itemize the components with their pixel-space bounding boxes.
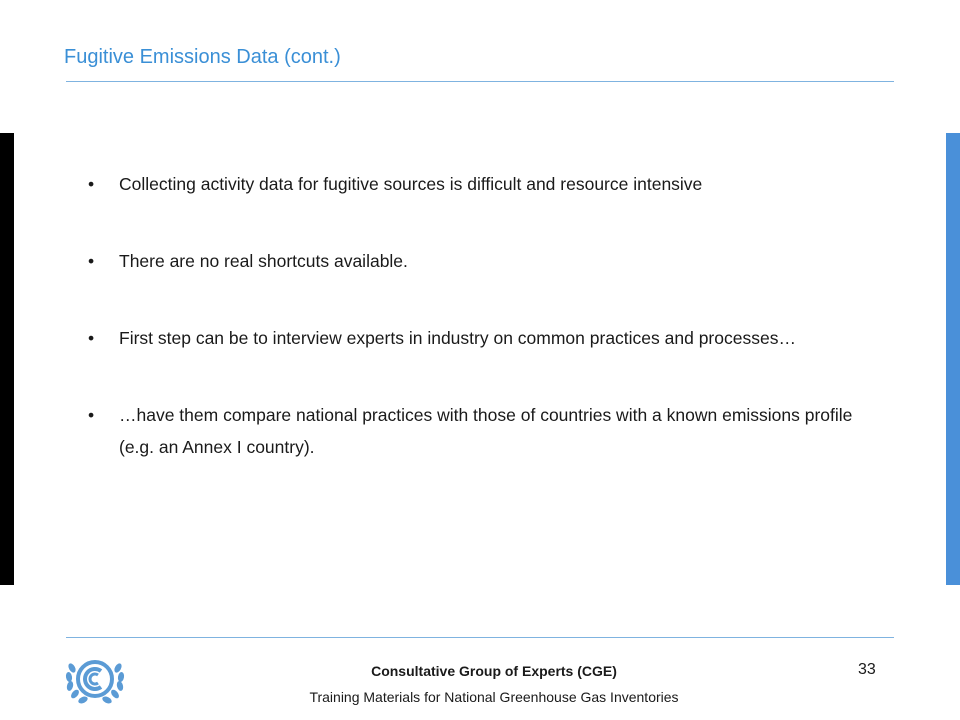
bullet-list — [88, 168, 868, 463]
footer-subtitle: Training Materials for National Greenhouse Gas Inventories — [309, 689, 679, 705]
bullet-item: • Collecting activity data for fugitive sources is difficult and resource intensive — [88, 168, 868, 200]
footer-divider — [66, 637, 894, 638]
page-number: 33 — [858, 661, 876, 678]
bullet-item: • …have them compare national practices with those of countries with a known emissions profile (e.g. an Annex I country). — [88, 399, 868, 463]
title-divider — [66, 81, 894, 82]
right-accent-bar — [946, 133, 960, 585]
slide-title: Fugitive Emissions Data (cont.) — [64, 46, 341, 68]
bullet-item: • First step can be to interview experts in industry on common practices and processes… — [88, 322, 868, 354]
bullet-item: • There are no real shortcuts available. — [88, 245, 868, 277]
left-accent-bar — [0, 133, 14, 585]
footer-organization: Consultative Group of Experts (CGE) — [371, 663, 617, 679]
